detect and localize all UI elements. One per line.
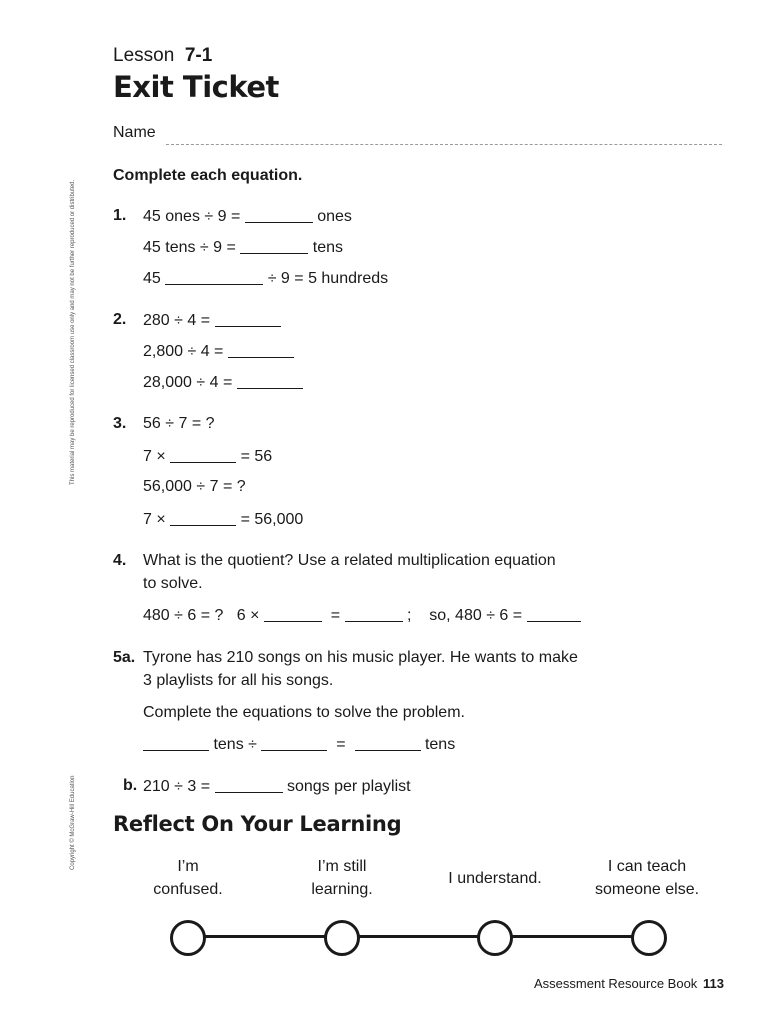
answer-blank[interactable] xyxy=(245,207,313,223)
q5a-instruction: Complete the equations to solve the problem. xyxy=(143,704,465,721)
q2-line3 xyxy=(143,373,303,392)
answer-blank[interactable] xyxy=(355,735,421,751)
scale-label-confused xyxy=(118,855,258,901)
q4-eq-given: 480 ÷ 6 = ? xyxy=(143,607,224,624)
q5b-eq-text: 210 ÷ 3 = xyxy=(143,778,211,795)
q5a-prompt-line1: Tyrone has 210 songs on his music player. He wants to make xyxy=(143,649,578,666)
q4-prompt-line1: What is the quotient? Use a related multiplication equation xyxy=(143,552,556,569)
q1-line2-unit: tens xyxy=(312,239,343,256)
lesson-label xyxy=(113,45,212,67)
scale-label-teach xyxy=(577,855,717,901)
question-number: 1. xyxy=(113,207,127,224)
q2-line1 xyxy=(143,311,281,330)
copyright-note: Copyright © McGraw-Hill Education xyxy=(70,775,76,870)
page-title: Exit Ticket xyxy=(113,70,279,104)
permission-note: This material may be reproduced for licensed classroom use only and may not be further reproduced or distributed. xyxy=(70,179,76,485)
q1-line3-rest: ÷ 9 = 5 hundreds xyxy=(267,270,389,287)
q3-line2 xyxy=(143,447,272,466)
reflection-circle-teach[interactable] xyxy=(631,920,667,956)
scale-label-learning xyxy=(272,855,412,901)
reflection-circle-learning[interactable] xyxy=(324,920,360,956)
q5a-equation xyxy=(143,735,455,754)
answer-blank[interactable] xyxy=(345,606,403,622)
lesson-text: Lesson xyxy=(113,45,175,66)
reflect-heading: Reflect On Your Learning xyxy=(113,812,402,836)
scale-label-line: I can teach xyxy=(607,858,687,875)
answer-blank[interactable] xyxy=(527,606,581,622)
q5a-eq-tens: tens xyxy=(424,736,456,753)
answer-blank[interactable] xyxy=(240,238,308,254)
q5b-eq-unit: songs per playlist xyxy=(286,778,411,795)
scale-label-line: confused. xyxy=(153,881,223,898)
q2-line2 xyxy=(143,342,294,361)
q1-line1 xyxy=(143,207,352,226)
q3-line3: 56,000 ÷ 7 = ? xyxy=(143,478,246,495)
answer-blank[interactable] xyxy=(215,777,283,793)
scale-label-line: I’m still xyxy=(317,858,367,875)
name-field[interactable] xyxy=(166,144,722,145)
name-label: Name xyxy=(113,124,156,141)
q1-line2 xyxy=(143,238,343,257)
q4-eq-equals: = xyxy=(330,607,341,624)
footer-book-title: Assessment Resource Book xyxy=(534,976,698,991)
reflection-circle-confused[interactable] xyxy=(170,920,206,956)
answer-blank[interactable] xyxy=(237,373,303,389)
scale-label-line: I’m xyxy=(177,858,199,875)
q4-eq-mult: 6 × xyxy=(236,607,260,624)
q5a-eq-equals: = xyxy=(336,736,346,753)
q4-equation xyxy=(143,606,581,625)
scale-label-line: someone else. xyxy=(594,881,700,898)
reflection-scale-line xyxy=(187,935,648,938)
answer-blank[interactable] xyxy=(170,447,236,463)
q3-line4-rest: = 56,000 xyxy=(240,511,304,528)
lesson-number: 7-1 xyxy=(184,45,213,66)
q2-line3-text: 28,000 ÷ 4 = xyxy=(143,374,233,391)
q3-line4 xyxy=(143,510,303,529)
q5b-equation xyxy=(143,777,411,796)
answer-blank[interactable] xyxy=(143,735,209,751)
answer-blank[interactable] xyxy=(215,311,281,327)
scale-label-line: I understand. xyxy=(448,870,542,887)
scale-label-understand xyxy=(425,867,565,890)
page-number: 113 xyxy=(703,976,724,991)
q3-line2-text: 7 × xyxy=(143,448,166,465)
q3-line2-rest: = 56 xyxy=(240,448,273,465)
answer-blank[interactable] xyxy=(170,510,236,526)
q3-line1: 56 ÷ 7 = ? xyxy=(143,415,215,432)
q1-line3 xyxy=(143,269,388,288)
q1-line1-text: 45 ones ÷ 9 = xyxy=(143,208,241,225)
q2-line1-text: 280 ÷ 4 = xyxy=(143,312,211,329)
q1-line3-text: 45 xyxy=(143,270,161,287)
answer-blank[interactable] xyxy=(228,342,294,358)
q5a-prompt-line2: 3 playlists for all his songs. xyxy=(143,672,334,689)
question-number: b. xyxy=(123,777,138,794)
q3-line4-text: 7 × xyxy=(143,511,166,528)
answer-blank[interactable] xyxy=(261,735,327,751)
answer-blank[interactable] xyxy=(165,269,263,285)
instruction: Complete each equation. xyxy=(113,167,303,184)
reflection-circle-understand[interactable] xyxy=(477,920,513,956)
q4-eq-so: so, 480 ÷ 6 = xyxy=(429,607,523,624)
question-number: 4. xyxy=(113,552,127,569)
q2-line2-text: 2,800 ÷ 4 = xyxy=(143,343,224,360)
answer-blank[interactable] xyxy=(264,606,322,622)
q4-prompt-line2: to solve. xyxy=(143,575,203,592)
question-number: 2. xyxy=(113,311,127,328)
q1-line2-text: 45 tens ÷ 9 = xyxy=(143,239,236,256)
q4-eq-semicolon: ; xyxy=(407,607,412,624)
scale-label-line: learning. xyxy=(311,881,373,898)
q1-line1-unit: ones xyxy=(317,208,352,225)
question-number: 5a. xyxy=(113,649,136,666)
question-number: 3. xyxy=(113,415,127,432)
q5a-eq-tens-div: tens ÷ xyxy=(213,736,257,753)
